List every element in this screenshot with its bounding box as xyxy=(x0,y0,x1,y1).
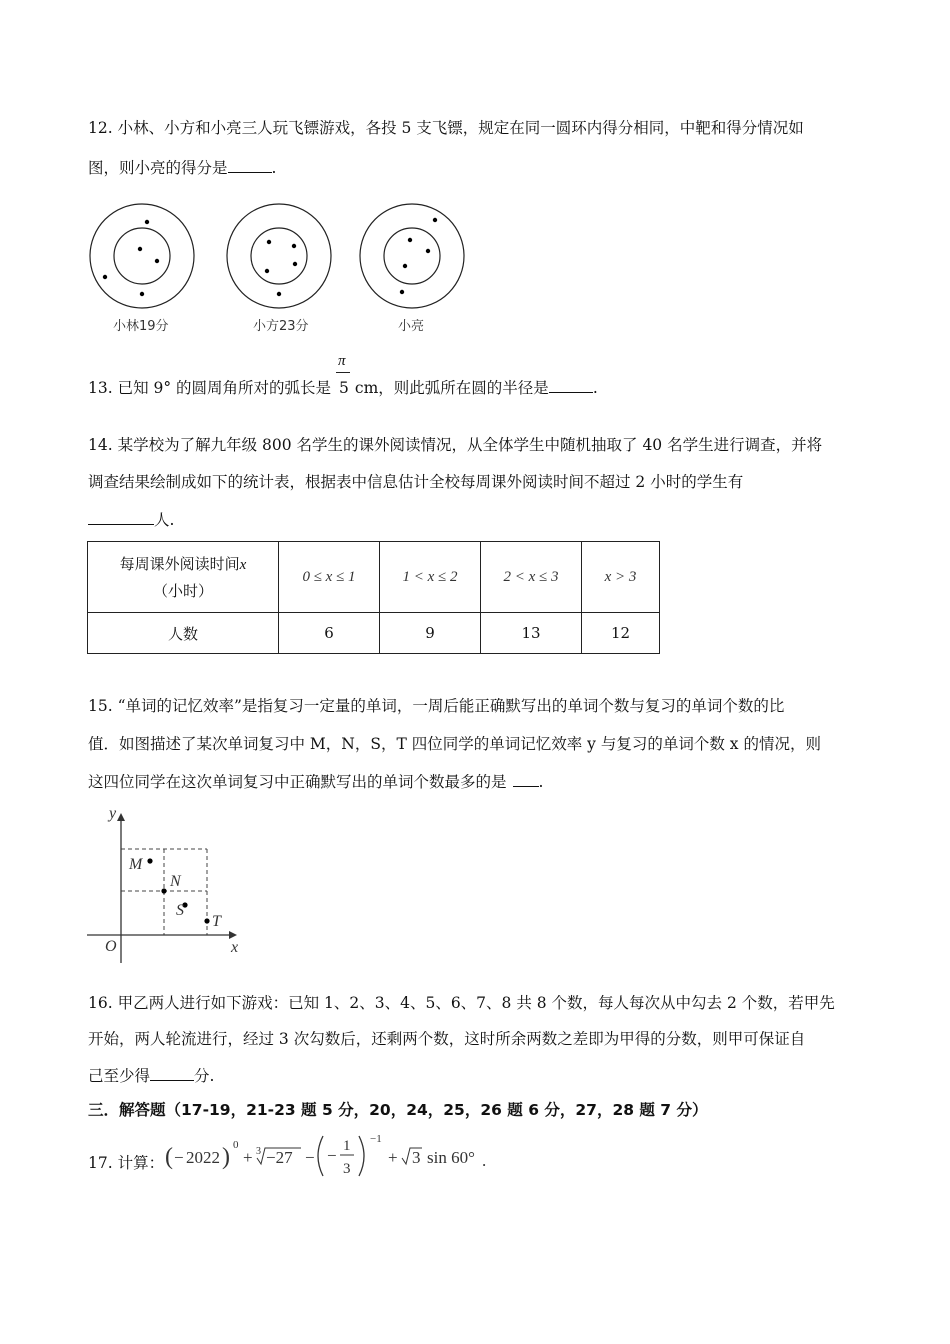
q15-line3 xyxy=(88,771,543,793)
exponent-neg1: −1 xyxy=(370,1133,382,1145)
plus-sign: + xyxy=(388,1148,398,1167)
fraction-numerator: π xyxy=(337,353,346,369)
answer-blank-q12 xyxy=(228,158,272,173)
label-N: N xyxy=(170,873,181,890)
q13-text-2: cm，则此弧所在圆的半径是 xyxy=(354,379,549,397)
x-axis-arrow xyxy=(229,931,237,939)
q14-line2: 调查结果绘制成如下的统计表，根据表中信息估计全校每周课外阅读时间不超过 2 小时的学生有 xyxy=(88,473,744,491)
q15-period: . xyxy=(538,773,544,791)
header-label-unit: （小时） xyxy=(152,581,213,600)
q14-line3 xyxy=(88,509,174,531)
caption-xiaofang: 小方23分 xyxy=(253,319,309,334)
label-T: T xyxy=(212,913,221,930)
section-heading: 三．解答题（17-19，21-23 题 5 分，20，24，25，26 题 6 分，27，28 题 7 分） xyxy=(88,1101,708,1119)
answer-blank-q15 xyxy=(513,772,539,787)
q12-line2 xyxy=(88,157,276,179)
frac-numerator: 1 xyxy=(343,1138,351,1154)
q17-period: . xyxy=(482,1151,487,1170)
q16-text: 己至少得 xyxy=(88,1067,151,1085)
fraction-pi-over-5 xyxy=(336,353,350,399)
q15-line2: 值．如图描述了某次单词复习中 M，N，S，T 四位同学的单词记忆效率 y 与复习的单词个数 x 的情况，则 xyxy=(88,735,821,753)
answer-blank-q16 xyxy=(150,1066,194,1081)
dartboard-xiaoliang xyxy=(360,204,464,308)
y-axis-label: y xyxy=(109,805,117,822)
q13-text: 13. 已知 9° 的圆周角所对的弧长是 xyxy=(88,379,332,397)
frac-denominator: 3 xyxy=(343,1161,351,1177)
root-index: 3 xyxy=(256,1146,261,1157)
minus-sign: − xyxy=(305,1148,315,1167)
header-label-text: 每周课外阅读时间 xyxy=(119,554,240,573)
q17-label: 17. 计算： xyxy=(88,1154,165,1172)
q12-period: . xyxy=(271,159,277,177)
dartboards-figure xyxy=(80,200,480,315)
dartboard-xiaolin xyxy=(90,204,194,308)
table-range: 1 < x ≤ 2 xyxy=(380,542,481,613)
q12-line1: 12. 小林、小方和小亮三人玩飞镖游戏，各投 5 支飞镖，规定在同一圆环内得分相同，中靶和得分情况如 xyxy=(88,119,804,137)
q16-line3 xyxy=(88,1065,214,1087)
table-range: 0 ≤ x ≤ 1 xyxy=(279,542,380,613)
table-header-row xyxy=(88,542,660,613)
base-2022: 2022 xyxy=(186,1148,220,1167)
minus-sign: − xyxy=(174,1148,184,1167)
q16-text-2: 分. xyxy=(194,1067,215,1085)
q16-line2: 开始，两人轮流进行，经过 3 次勾数后，还剩两个数，这时所余两数之差即为甲得的分数，则甲可保证自 xyxy=(88,1030,806,1048)
q16-line1: 16. 甲乙两人进行如下游戏：已知 1、2、3、4、5、6、7、8 共 8 个数，每人每次从中勾去 2 个数，若甲先 xyxy=(88,994,835,1012)
table-range: 2 < x ≤ 3 xyxy=(481,542,582,613)
label-S: S xyxy=(176,902,184,919)
header-label-var: x xyxy=(239,556,247,573)
sqrt-arg: 3 xyxy=(412,1148,421,1167)
table-cell: 9 xyxy=(380,613,481,654)
reading-time-table xyxy=(87,541,660,654)
y-axis-arrow xyxy=(117,813,125,821)
table-range: x > 3 xyxy=(582,542,660,613)
fraction-denominator: 5 xyxy=(338,379,349,397)
table-cell: 13 xyxy=(481,613,582,654)
point-T xyxy=(204,918,209,923)
point-M xyxy=(147,858,152,863)
paren-open: ( xyxy=(165,1144,173,1170)
table-row xyxy=(88,613,660,654)
answer-blank-q13 xyxy=(549,378,593,393)
q17-expression xyxy=(163,1128,493,1184)
q12-text: 图，则小亮的得分是 xyxy=(88,159,228,177)
memory-efficiency-graph xyxy=(85,800,260,970)
minus-sign: − xyxy=(327,1146,337,1165)
q13-period: . xyxy=(592,379,598,397)
q15-text: 这四位同学在这次单词复习中正确默写出的单词个数最多的是 xyxy=(88,773,507,791)
table-cell: 12 xyxy=(582,613,660,654)
table-row-label: 人数 xyxy=(88,613,279,654)
point-N xyxy=(161,888,166,893)
x-axis-label: x xyxy=(231,939,239,956)
plus-sign: + xyxy=(243,1148,253,1167)
origin-label: O xyxy=(105,938,117,955)
answer-blank-q14 xyxy=(88,510,154,525)
q13-line xyxy=(88,353,598,399)
q14-line1: 14. 某学校为了解九年级 800 名学生的课外阅读情况，从全体学生中随机抽取了 40 名学生进行调查，并将 xyxy=(88,436,823,454)
caption-xiaoliang: 小亮 xyxy=(398,319,425,334)
dartboard-xiaofang xyxy=(227,204,331,308)
caption-xiaolin: 小林19分 xyxy=(113,319,169,334)
q14-text: 人. xyxy=(154,511,175,529)
table-cell: 6 xyxy=(279,613,380,654)
sin-60: sin 60° xyxy=(427,1148,475,1167)
q15-line1: 15. “单词的记忆效率”是指复习一定量的单词，一周后能正确默写出的单词个数与复习的单词个数的比 xyxy=(88,697,785,715)
table-header-label xyxy=(88,542,279,613)
exponent-zero: 0 xyxy=(233,1139,239,1151)
root-argument: −27 xyxy=(266,1148,293,1167)
label-M: M xyxy=(129,856,143,873)
fraction-bar xyxy=(336,372,350,373)
paren-close: ) xyxy=(222,1144,230,1170)
